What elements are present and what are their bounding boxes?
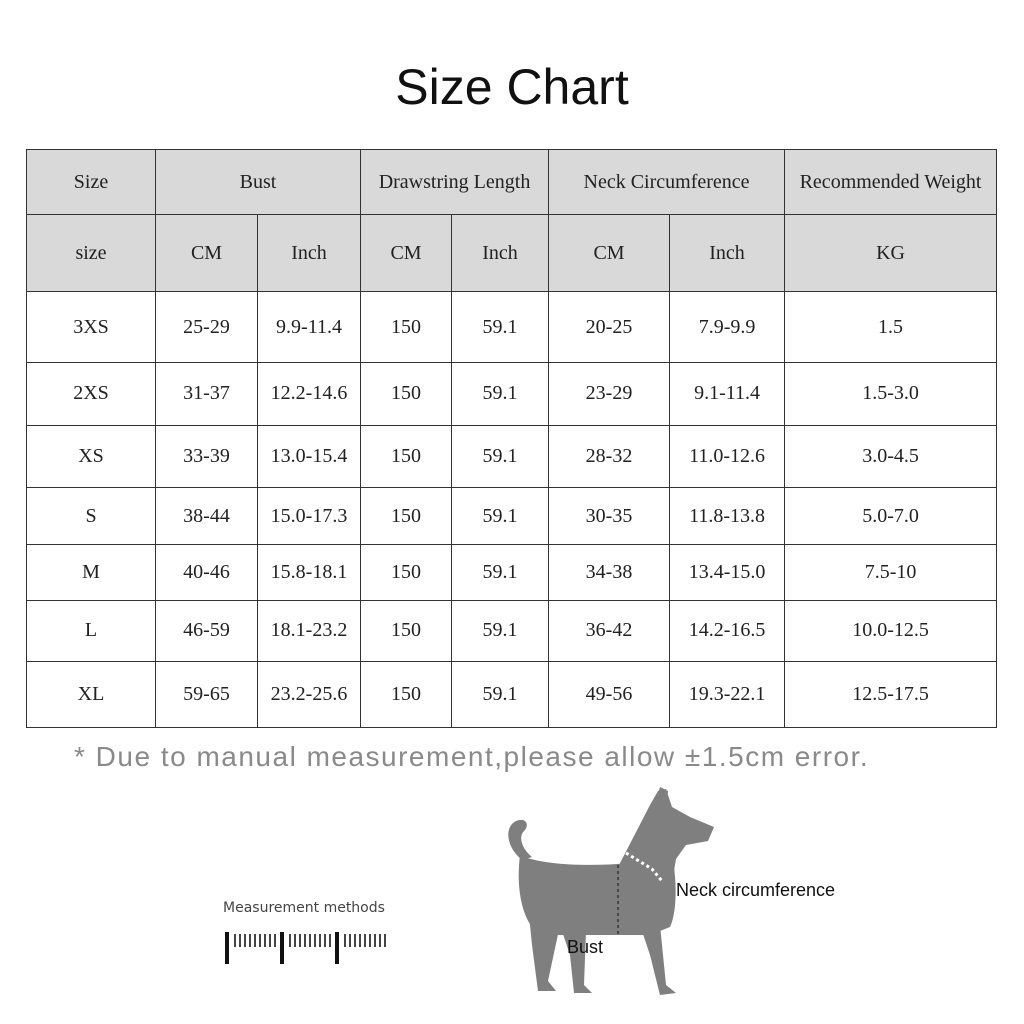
ruler-icon (222, 928, 392, 966)
table-cell: 59.1 (452, 600, 549, 661)
table-cell: 33-39 (156, 425, 258, 487)
header-recommended-weight: Recommended Weight (785, 150, 997, 215)
table-cell: 7.9-9.9 (670, 292, 785, 362)
table-row (27, 600, 997, 661)
table-cell: 36-42 (549, 600, 670, 661)
table-cell: 23.2-25.6 (258, 661, 361, 727)
table-cell: 3.0-4.5 (785, 425, 997, 487)
table-row (27, 545, 997, 600)
table-row (27, 425, 997, 487)
table-cell: 18.1-23.2 (258, 600, 361, 661)
table-cell: 2XS (27, 362, 156, 425)
subheader-cell: CM (549, 215, 670, 292)
subheader-cell: Inch (258, 215, 361, 292)
table-cell: 1.5-3.0 (785, 362, 997, 425)
table-cell: 59.1 (452, 545, 549, 600)
measurement-error-note: * Due to manual measurement,please allow ±1.5cm error. (74, 741, 870, 772)
header-size: Size (27, 150, 156, 215)
bust-label: Bust (567, 937, 604, 957)
subheader-cell: size (27, 215, 156, 292)
subheader-cell: KG (785, 215, 997, 292)
table-cell: 59.1 (452, 362, 549, 425)
table-cell: 150 (361, 362, 452, 425)
table-row (27, 362, 997, 425)
header-drawstring-length: Drawstring Length (361, 150, 549, 215)
table-cell: 11.0-12.6 (670, 425, 785, 487)
table-header-row (27, 150, 997, 215)
table-cell: 46-59 (156, 600, 258, 661)
table-cell: 40-46 (156, 545, 258, 600)
table-cell: 49-56 (549, 661, 670, 727)
table-cell: 3XS (27, 292, 156, 362)
table-subheader-row (27, 215, 997, 292)
subheader-cell: Inch (670, 215, 785, 292)
table-cell: 150 (361, 292, 452, 362)
table-cell: 30-35 (549, 488, 670, 545)
table-cell: 59.1 (452, 425, 549, 487)
table-cell: 7.5-10 (785, 545, 997, 600)
neck-circumference-label: Neck circumference (676, 880, 836, 900)
table-cell: 19.3-22.1 (670, 661, 785, 727)
header-neck-circumference: Neck Circumference (549, 150, 785, 215)
table-cell: 14.2-16.5 (670, 600, 785, 661)
table-cell: L (27, 600, 156, 661)
table-cell: 150 (361, 425, 452, 487)
table-cell: 1.5 (785, 292, 997, 362)
table-cell: 59.1 (452, 661, 549, 727)
table-cell: 20-25 (549, 292, 670, 362)
size-chart-table (26, 149, 997, 728)
table-cell: 13.0-15.4 (258, 425, 361, 487)
table-cell: 9.9-11.4 (258, 292, 361, 362)
table-cell: M (27, 545, 156, 600)
table-cell: 25-29 (156, 292, 258, 362)
table-cell: 38-44 (156, 488, 258, 545)
table-cell: S (27, 488, 156, 545)
page-title: Size Chart (395, 59, 629, 115)
table-cell: 150 (361, 600, 452, 661)
subheader-cell: CM (156, 215, 258, 292)
table-cell: 12.2-14.6 (258, 362, 361, 425)
table-cell: 59-65 (156, 661, 258, 727)
table-row (27, 292, 997, 362)
table-cell: 150 (361, 488, 452, 545)
table-row (27, 488, 997, 545)
table-cell: 12.5-17.5 (785, 661, 997, 727)
table-cell: 59.1 (452, 292, 549, 362)
table-cell: 11.8-13.8 (670, 488, 785, 545)
subheader-cell: Inch (452, 215, 549, 292)
table-cell: 150 (361, 661, 452, 727)
table-cell: 5.0-7.0 (785, 488, 997, 545)
table-cell: 15.8-18.1 (258, 545, 361, 600)
subheader-cell: CM (361, 215, 452, 292)
table-cell: XS (27, 425, 156, 487)
table-cell: XL (27, 661, 156, 727)
table-cell: 15.0-17.3 (258, 488, 361, 545)
table-cell: 10.0-12.5 (785, 600, 997, 661)
table-row (27, 661, 997, 727)
table-cell: 23-29 (549, 362, 670, 425)
table-cell: 59.1 (452, 488, 549, 545)
header-bust: Bust (156, 150, 361, 215)
table-cell: 31-37 (156, 362, 258, 425)
table-cell: 28-32 (549, 425, 670, 487)
table-cell: 34-38 (549, 545, 670, 600)
table-cell: 13.4-15.0 (670, 545, 785, 600)
table-cell: 150 (361, 545, 452, 600)
measurement-methods-label: Measurement methods (223, 900, 385, 916)
table-cell: 9.1-11.4 (670, 362, 785, 425)
